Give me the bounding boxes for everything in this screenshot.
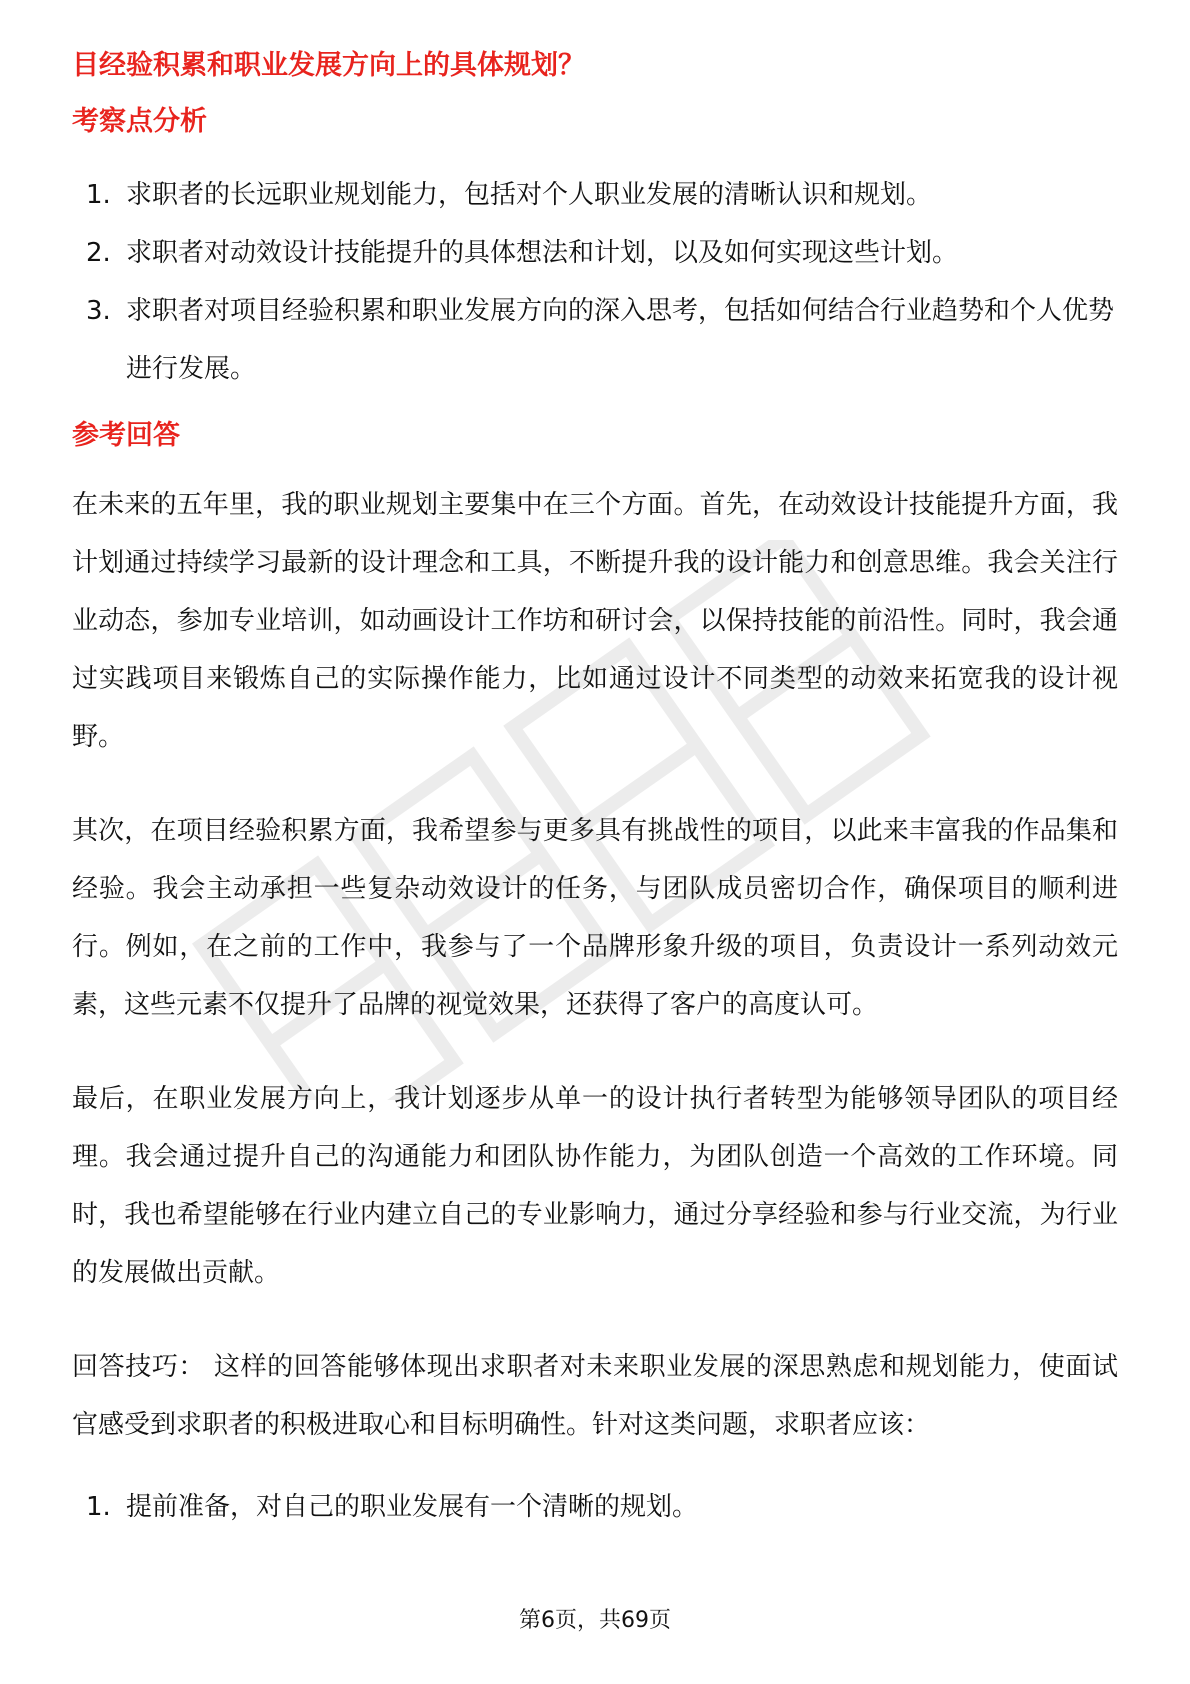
list-item-text: 提前准备，对自己的职业发展有一个清晰的规划。 bbox=[126, 1492, 699, 1522]
list-item-number: 1. bbox=[86, 1492, 111, 1522]
analysis-list bbox=[72, 166, 1118, 398]
list-item bbox=[72, 166, 1118, 224]
list-item-text: 求职者对动效设计技能提升的具体想法和计划，以及如何实现这些计划。 bbox=[126, 238, 959, 268]
list-item-number: 3. bbox=[86, 296, 111, 326]
page-footer: 第6页，共69页 bbox=[519, 1608, 671, 1633]
list-item-text: 求职者的长远职业规划能力，包括对个人职业发展的清晰认识和规划。 bbox=[126, 180, 933, 210]
list-item-number: 2. bbox=[86, 238, 111, 268]
list-item bbox=[72, 1478, 1118, 1536]
answer-heading: 参考回答 bbox=[72, 420, 180, 451]
list-item bbox=[72, 224, 1118, 282]
list-item-number: 1. bbox=[86, 180, 111, 210]
answer-paragraph: 在未来的五年里，我的职业规划主要集中在三个方面。首先，在动效设计技能提升方面，我计划通过持续学习最新的设计理念和工具，不断提升我的设计能力和创意思维。我会关注行业动态，参加专业培训，如动画设计工作坊和研讨会，以保持技能的前沿性。同时，我会通过实践项目来锻炼自己的实际操作能力，比如通过设计不同类型的动效来拓宽我的设计视野。 bbox=[72, 490, 1118, 752]
analysis-heading: 考察点分析 bbox=[72, 106, 207, 137]
list-item-text: 求职者对项目经验积累和职业发展方向的深入思考，包括如何结合行业趋势和个人优势进行发展。 bbox=[126, 296, 1115, 384]
tips-list bbox=[72, 1478, 1118, 1536]
tips-paragraph: 回答技巧： 这样的回答能够体现出求职者对未来职业发展的深思熟虑和规划能力，使面试官感受到求职者的积极进取心和目标明确性。针对这类问题，求职者应该： bbox=[72, 1352, 1118, 1440]
question-title: 目经验积累和职业发展方向上的具体规划？ bbox=[72, 50, 585, 81]
list-item bbox=[72, 282, 1118, 398]
answer-paragraph: 其次，在项目经验积累方面，我希望参与更多具有挑战性的项目，以此来丰富我的作品集和经验。我会主动承担一些复杂动效设计的任务，与团队成员密切合作，确保项目的顺利进行。例如，在之前的工作中，我参与了一个品牌形象升级的项目，负责设计一系列动效元素，这些元素不仅提升了品牌的视觉效果，还获得了客户的高度认可。 bbox=[72, 816, 1118, 1020]
answer-paragraph: 最后，在职业发展方向上，我计划逐步从单一的设计执行者转型为能够领导团队的项目经理。我会通过提升自己的沟通能力和团队协作能力，为团队创造一个高效的工作环境。同时，我也希望能够在行业内建立自己的专业影响力，通过分享经验和参与行业交流，为行业的发展做出贡献。 bbox=[72, 1084, 1118, 1288]
document-content bbox=[72, 46, 1118, 1536]
